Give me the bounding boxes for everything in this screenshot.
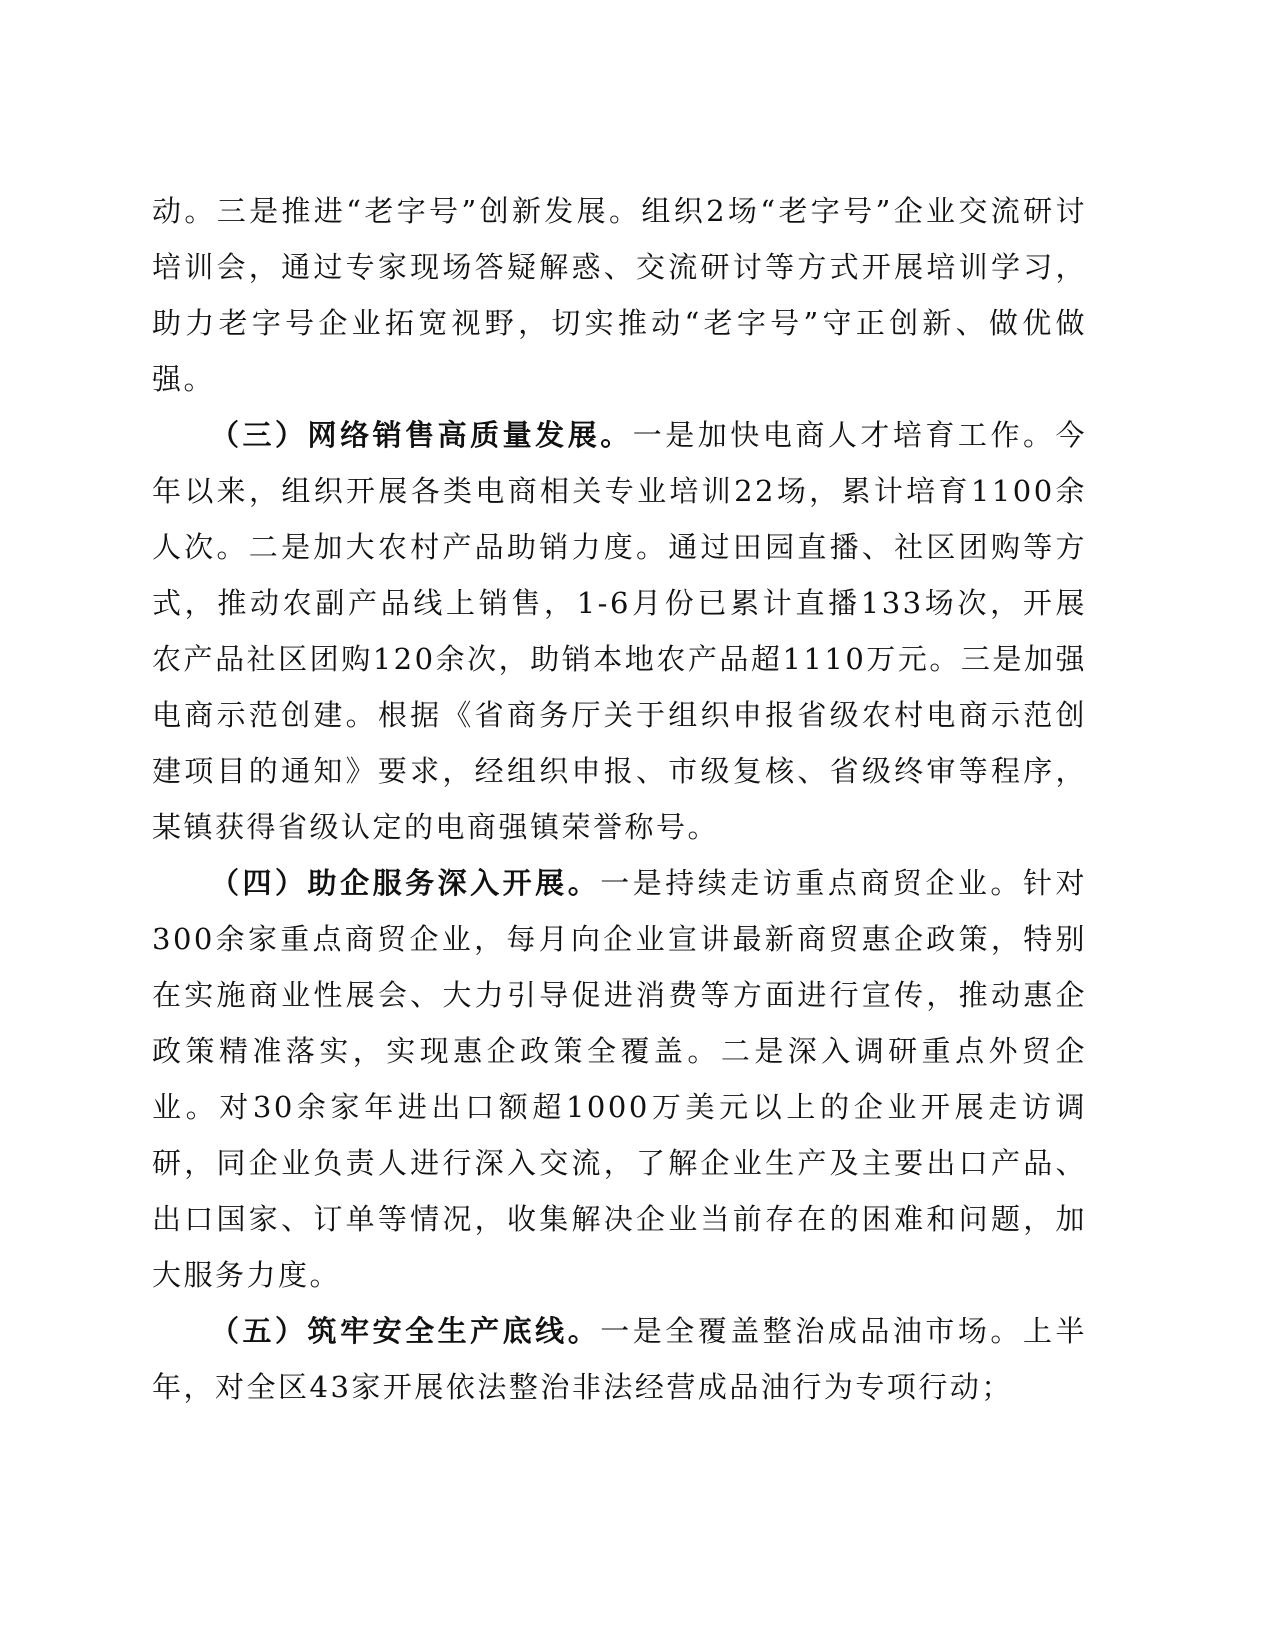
paragraph-heading: （四）助企服务深入开展。 [210,866,601,900]
paragraph-text: 动。三是推进“老字号”创新发展。组织2场“老字号”企业交流研讨培训会，通过专家现场答疑解惑、交流研讨等方式开展培训学习，助力老字号企业拓宽视野，切实推动“老字号”守正创新、做优做强。 [152,194,1087,396]
paragraph-continuation [152,183,1087,407]
document-body [152,183,1087,1415]
paragraph-safety-production [152,1303,1087,1415]
paragraph-heading: （五）筑牢安全生产底线。 [210,1314,601,1348]
paragraph-text: 一是加快电商人才培育工作。今年以来，组织开展各类电商相关专业培训22场，累计培育1100余人次。二是加大农村产品助销力度。通过田园直播、社区团购等方式，推动农副产品线上销售，1-6月份已累计直播133场次，开展农产品社区团购120余次，助销本地农产品超1110万元。三是加强电商示范创建。根据《省商务厅关于组织申报省级农村电商示范创建项目的通知》要求，经组织申报、市级复核、省级终审等程序，某镇获得省级认定的电商强镇荣誉称号。 [152,418,1087,844]
paragraph-text: 一是全覆盖整治成品油市场。上半年，对全区43家开展依法整治非法经营成品油行为专项行动； [152,1314,1087,1404]
paragraph-enterprise-service [152,855,1087,1303]
paragraph-heading: （三）网络销售高质量发展。 [210,418,633,452]
paragraph-text: 一是持续走访重点商贸企业。针对300余家重点商贸企业，每月向企业宣讲最新商贸惠企政策，特别在实施商业性展会、大力引导促进消费等方面进行宣传，推动惠企政策精准落实，实现惠企政策全覆盖。二是深入调研重点外贸企业。对30余家年进出口额超1000万美元以上的企业开展走访调研，同企业负责人进行深入交流，了解企业生产及主要出口产品、出口国家、订单等情况，收集解决企业当前存在的困难和问题，加大服务力度。 [152,866,1087,1292]
paragraph-online-sales [152,407,1087,855]
